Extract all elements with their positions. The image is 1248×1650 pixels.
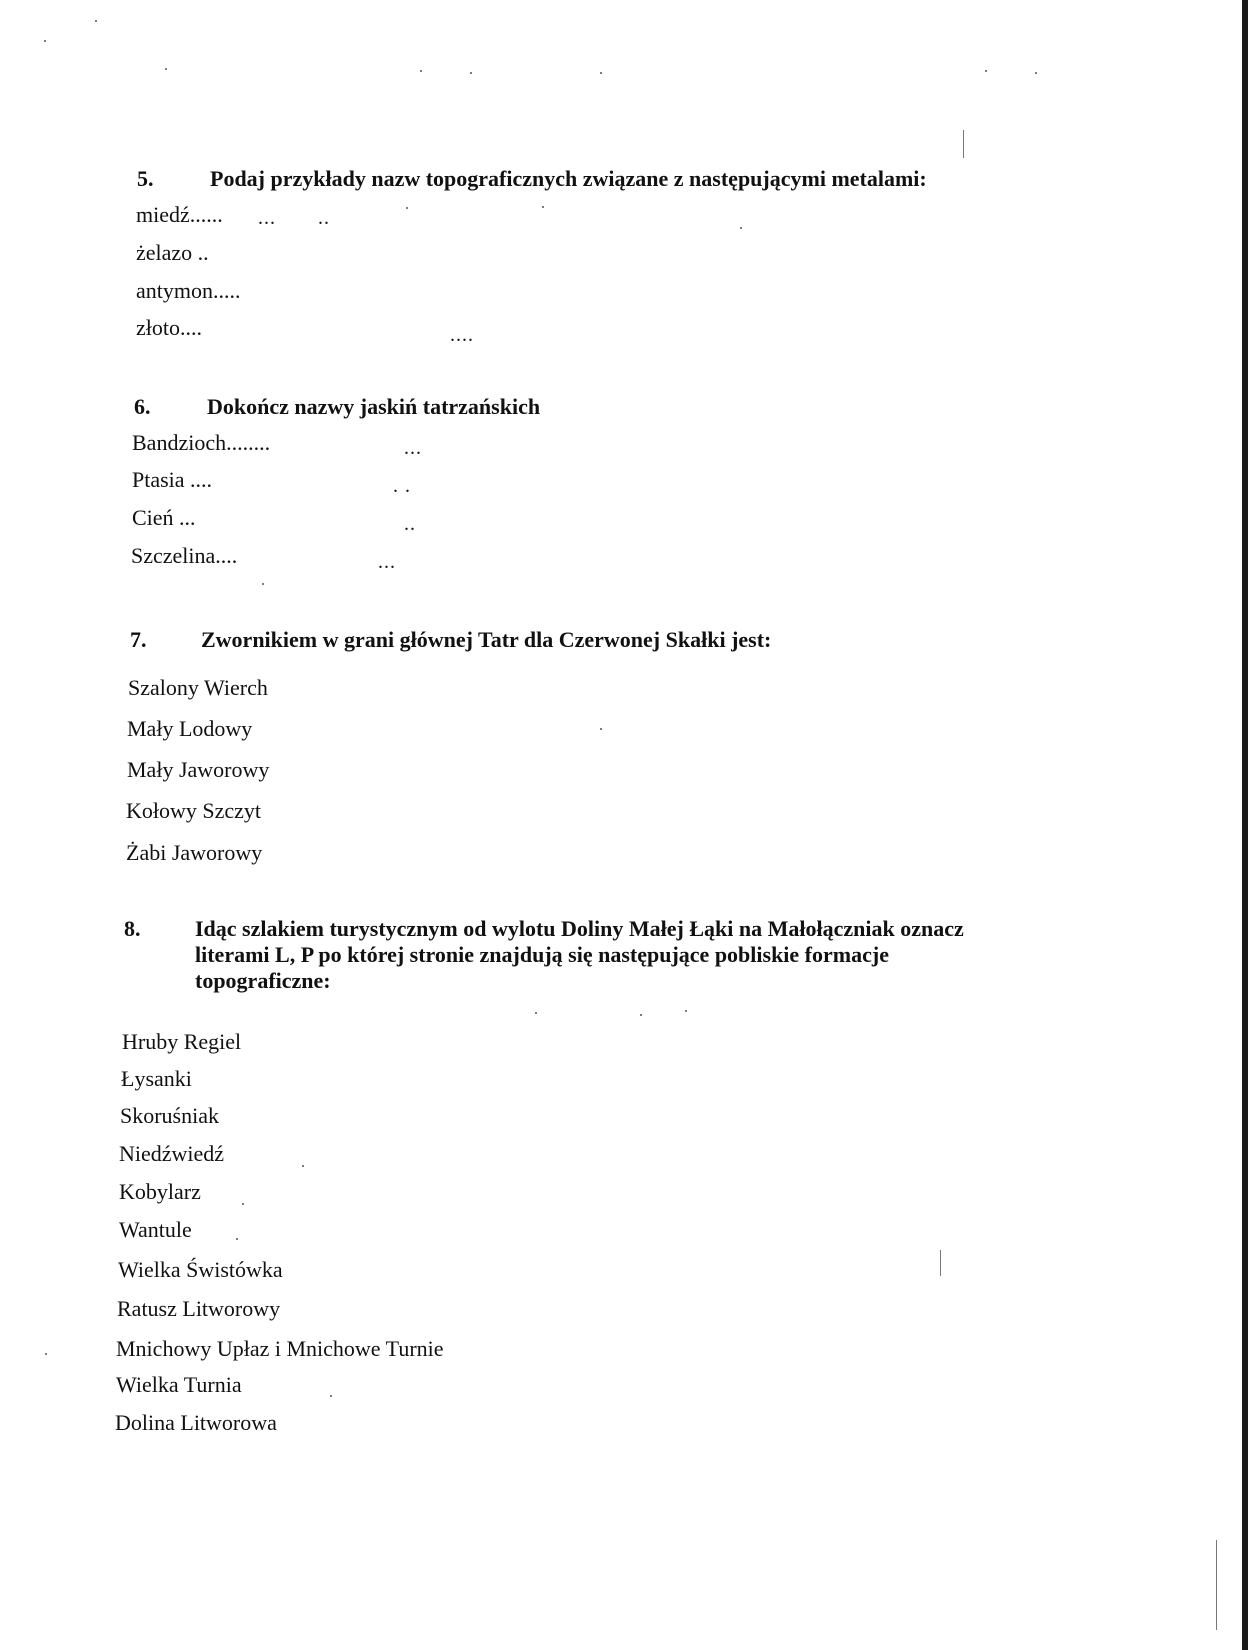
answer-line: Skoruśniak [120,1103,219,1128]
question-prompt: Dokończ nazwy jaskiń tatrzańskich [207,394,541,419]
scan-speck [44,40,46,42]
answer-line: Mnichowy Upłaz i Mnichowe Turnie [116,1336,444,1361]
answer-line: Cień ... [132,505,196,530]
answer-dots: ... [378,551,396,573]
question-number: 7. [130,627,147,652]
scan-speck [740,227,742,229]
answer-line: Mały Jaworowy [127,757,270,782]
answer-dots: .. [404,513,416,535]
answer-line: złoto.... [136,315,202,340]
scan-speck [165,68,167,70]
answer-line: Szalony Wierch [128,675,268,700]
question-number: 5. [137,166,154,191]
scan-speck [535,1012,537,1014]
scan-speck [985,70,987,72]
answer-line: Szczelina.... [131,543,238,568]
scan-speck [262,583,264,585]
answer-line: żelazo .. [136,240,209,265]
scan-speck [470,72,472,74]
scan-mark [963,130,964,158]
scan-speck [95,20,97,22]
answer-line: Ratusz Litworowy [117,1296,281,1321]
scan-mark [940,1250,941,1276]
scan-mark [1216,1540,1217,1630]
answer-dots: ... [404,437,422,459]
scan-speck [420,70,422,72]
scan-speck [640,1014,642,1016]
scan-speck [542,206,544,208]
scan-speck [236,1238,238,1240]
question-prompt: Idąc szlakiem turystycznym od wylotu Doliny Małej Łąki na Małołączniak oznacz literami L, P po której stronie znajdują się następujące pobliskie formacje topograficzne: [195,916,964,993]
answer-line: Łysanki [121,1066,192,1091]
answer-line: Kobylarz [119,1179,201,1204]
question-prompt: Zwornikiem w grani głównej Tatr dla Czerwonej Skałki jest: [201,627,772,652]
scan-speck [242,1203,244,1205]
answer-line: Mały Lodowy [127,716,253,741]
answer-line: Dolina Litworowa [115,1410,277,1435]
scan-speck [600,72,602,74]
answer-line: Wielka Turnia [116,1372,242,1397]
question-prompt: Podaj przykłady nazw topograficznych związane z następującymi metalami: [210,166,927,191]
scan-speck [600,728,602,730]
scan-speck [330,1395,332,1397]
answer-line: Ptasia .... [132,467,213,492]
scan-edge [1242,0,1248,1650]
scan-speck [45,1353,47,1355]
answer-line: miedź...... [136,202,223,227]
answer-line: Kołowy Szczyt [126,798,262,823]
answer-dots: ... [258,207,276,229]
question-number: 8. [124,916,141,941]
answer-dots: . . [393,475,411,497]
answer-line: Żabi Jaworowy [126,840,263,865]
answer-line: Wielka Świstówka [118,1257,283,1282]
answer-line: Bandzioch........ [132,430,271,455]
scan-speck [302,1165,304,1167]
answer-line: antymon..... [136,278,241,303]
scan-speck [685,1010,687,1012]
answer-line: Hruby Regiel [122,1029,242,1054]
scan-speck [1035,72,1037,74]
scan-speck [406,207,408,209]
answer-line: Wantule [119,1217,192,1242]
answer-line: Niedźwiedź [119,1141,225,1166]
answer-dots: .... [450,324,474,346]
question-number: 6. [134,394,151,419]
answer-dots: .. [318,207,330,229]
